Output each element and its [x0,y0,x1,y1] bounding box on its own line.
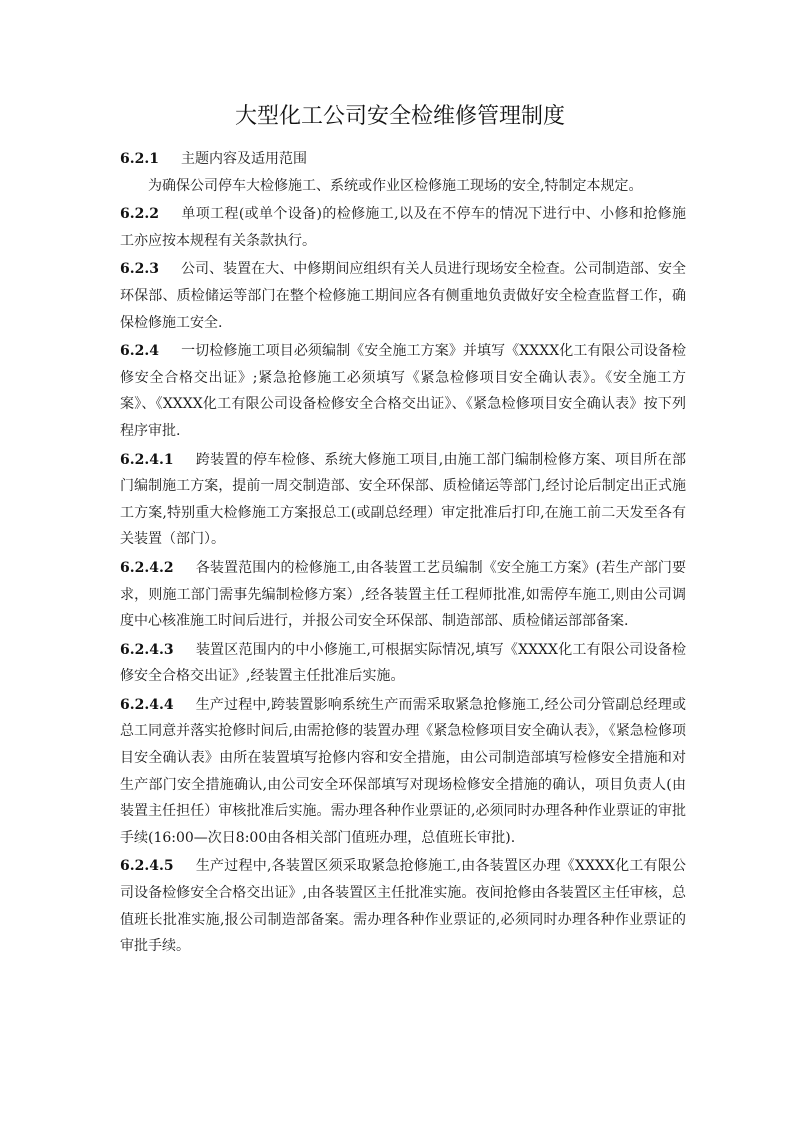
section-number: 6.2.2 [120,206,159,223]
section-number: 6.2.1 [120,151,159,167]
section-number: 6.2.4.3 [120,641,174,658]
section-text: 公司、装置在大、中修期间应组织有关人员进行现场安全检查。公司制造部、安全环保部、质检储运等部门在整个检修施工期间应各有侧重地负责做好安全检查监督工作，确保检修施工安全. [120,261,686,331]
section-text: 各装置范围内的检修施工,由各装置工艺员编制《安全施工方案》(若生产部门要求，则施工部门需事先编制检修方案）,经各装置主任工程师批准,如需停车施工,则由公司调度中心核准施工时间后进行，并报公司安全环保部、制造部部、质检储运部部备案. [120,559,686,630]
section-text: 跨装置的停车检修、系统大修施工项目,由施工部门编制检修方案、项目所在部门编制施工方案，提前一周交制造部、安全环保部、质检储运等部门,经讨论后制定出正式施工方案,特别重大检修施工方案报总工(或副总经理）审定批准后打印,在施工前二天发至各有关装置（部门）。 [120,451,686,548]
section-6-2-4 [120,338,686,444]
section-number: 6.2.4.1 [120,451,174,468]
section-number: 6.2.4.2 [120,559,174,576]
section-6-2-4-3 [120,637,686,690]
section-text: 装置区范围内的中小修施工,可根据实际情况,填写《XXXX化工有限公司设备检修安全合格交出证》,经装置主任批准后实施。 [120,641,686,685]
section-6-2-4-5 [120,853,686,959]
section-6-2-3 [120,256,686,336]
section-text: 一切检修施工项目必须编制《安全施工方案》并填写《XXXX化工有限公司设备检修安全合格交出证》;紧急抢修施工必须填写《紧急检修项目安全确认表》。《安全施工方案》、《XXXX化工有限公司设备检修安全合格交出证》、《紧急检修项目安全确认表》按下列程序审批. [120,343,686,439]
section-6-2-2 [120,201,686,254]
section-number: 6.2.4.5 [120,858,174,875]
document-title: 大型化工公司安全检维修管理制度 [234,104,565,129]
section-text: 主题内容及适用范围 [180,151,307,167]
document-body [120,146,686,960]
section-text: 生产过程中,跨装置影响系统生产而需采取紧急抢修施工,经公司分管副总经理或总工同意并落实抢修时间后,由需抢修的装置办理《紧急检修项目安全确认表》，《紧急检修项目安全确认表》由所在装置填写抢修内容和安全措施，由公司制造部填写检修安全措施和对生产部门安全措施确认,由公司安全环保部填写对现场检修安全措施的确认，项目负责人(由装置主任担任）审核批准后实施。需办理各种作业票证的,必须同时办理各种作业票证的审批手续(16:00—次日8:00由各相关部门值班办理，总值班长审批). [120,696,686,846]
section-text: 生产过程中,各装置区须采取紧急抢修施工,由各装置区办理《XXXX化工有限公司设备检修安全合格交出证》,由各装置区主任批准实施。夜间抢修由各装置区主任审核，总值班长批准实施,报公司制造部备案。需办理各种作业票证的,必须同时办理各种作业票证的审批手续。 [120,858,686,955]
section-number: 6.2.3 [120,261,159,278]
section-6-2-4-4 [120,692,686,852]
section-text: 单项工程(或单个设备)的检修施工,以及在不停车的情况下进行中、小修和抢修施工亦应按本规程有关条款执行。 [120,206,686,249]
intro-paragraph [120,173,686,200]
section-number: 6.2.4.4 [120,696,174,713]
section-6-2-4-2 [120,555,686,635]
section-6-2-1 [120,146,686,173]
section-6-2-4-1 [120,447,686,553]
section-number: 6.2.4 [120,343,159,360]
section-text: 为确保公司停车大检修施工、系统或作业区检修施工现场的安全,特制定本规定。 [148,177,643,194]
